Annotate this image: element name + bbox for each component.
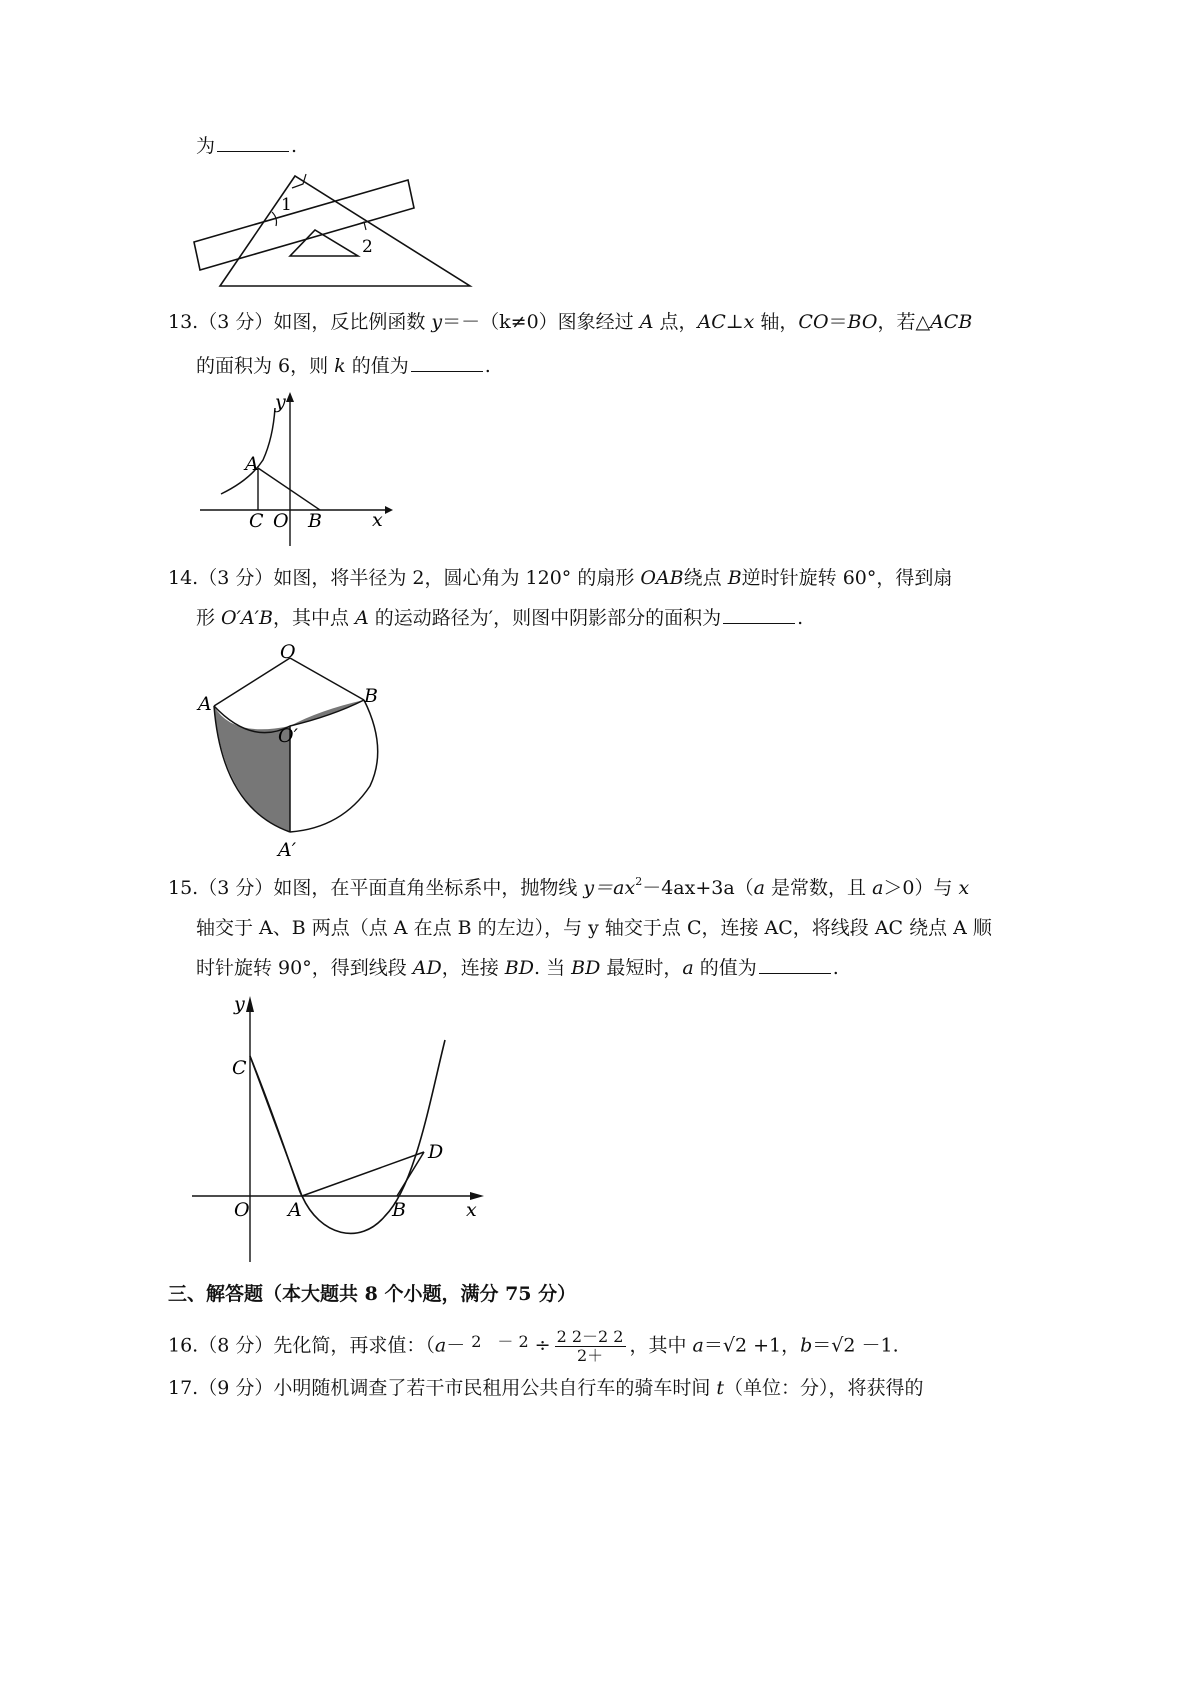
y-axis-arrow-icon xyxy=(286,392,294,402)
point-B-label: B xyxy=(308,510,322,532)
q14-line1: 14.（3 分）如图，将半径为 2，圆心角为 120° 的扇形 OAB绕点 B逆时针旋转 60°，得到扇 xyxy=(168,567,953,589)
q13-line1: 13.（3 分）如图，反比例函数 y＝－（k≠0）图象经过 A 点，AC⊥x 轴，CO＝BO，若△ACB xyxy=(168,311,973,333)
answer-blank xyxy=(411,354,483,372)
q12-tail-text: 为 xyxy=(196,135,216,157)
x-axis-label: x xyxy=(466,1199,477,1221)
x-axis-label: x xyxy=(372,509,383,531)
q12-diagram xyxy=(190,168,490,293)
q14-figure xyxy=(192,638,392,863)
point-A-label: A xyxy=(245,453,259,475)
triangle-ruler xyxy=(220,176,470,286)
shaded-region-right xyxy=(290,700,364,726)
q13-line2: 的面积为 6，则 k 的值为 . xyxy=(196,355,491,377)
point-O-label: O xyxy=(234,1199,250,1221)
point-A-label: A xyxy=(198,693,212,715)
angle-1-label: 1 xyxy=(281,195,292,215)
answer-blank xyxy=(759,956,831,974)
point-C-label: C xyxy=(249,510,264,532)
q12-tail: 为 . xyxy=(196,135,298,157)
y-axis-label: y xyxy=(234,993,245,1015)
segment-OA xyxy=(214,658,290,706)
segment-AD xyxy=(302,1152,424,1196)
segment-AC xyxy=(250,1056,302,1196)
point-O-prime-label: O′ xyxy=(278,725,298,747)
q13-figure xyxy=(195,388,395,550)
q14-diagram xyxy=(192,638,392,863)
y-axis-label: y xyxy=(275,391,286,413)
segment-OB xyxy=(290,658,364,700)
x-axis-arrow-icon xyxy=(385,506,393,514)
q13-graph xyxy=(195,388,395,550)
point-O-label: O xyxy=(273,510,289,532)
q15-figure xyxy=(190,990,490,1265)
hyperbola-curve xyxy=(221,408,275,494)
angle-2-mark xyxy=(356,222,366,230)
point-D-label: D xyxy=(428,1141,444,1163)
q15-graph xyxy=(190,990,490,1265)
q15-line2: 轴交于 A、B 两点（点 A 在点 B 的左边），与 y 轴交于点 C，连接 AC，将线段 AC 绕点 A 顺 xyxy=(196,917,992,939)
point-A-prime-label: A′ xyxy=(278,839,297,861)
point-B-label: B xyxy=(364,685,378,707)
q16-line: 16.（8 分）先化简，再求值：（a－ 2 － 2 ÷ $\frac{2 2-2 2}{2+}$ ，其中 a＝√2 +1，b＝√2 －1. xyxy=(168,1327,899,1365)
q12-figure xyxy=(190,168,490,293)
q14-line2: 形 O′A′B，其中点 A 的运动路径为′，则图中阴影部分的面积为 . xyxy=(196,607,804,629)
angle-2-label: 2 xyxy=(362,237,373,257)
point-B-label: B xyxy=(392,1199,406,1221)
y-axis-arrow-icon xyxy=(246,996,254,1012)
section-3-heading: 三、解答题（本大题共 8 个小题，满分 75 分） xyxy=(168,1283,577,1305)
point-C-label: C xyxy=(232,1057,247,1079)
point-O-label: O xyxy=(280,641,296,663)
segment-AB xyxy=(258,468,320,510)
fraction-2: $\frac{2 2-2 2}{2+}$ xyxy=(556,1327,624,1365)
answer-blank xyxy=(217,134,289,152)
q15-line1: 15.（3 分）如图，在平面直角坐标系中，抛物线 $y=ax^2-4ax+3a(a$ 是常数，且 a＞0）与 x xyxy=(168,875,970,899)
q17-line: 17.（9 分）小明随机调查了若干市民租用公共自行车的骑车时间 t（单位：分），将获得的 xyxy=(168,1377,924,1399)
q15-line3: 时针旋转 90°，得到线段 AD，连接 BD. 当 BD 最短时，a 的值为 . xyxy=(196,957,839,979)
point-A-label: A xyxy=(288,1199,302,1221)
fraction-1: 2 － 2 xyxy=(471,1331,529,1351)
answer-blank xyxy=(723,606,795,624)
segment-BD xyxy=(397,1152,424,1196)
